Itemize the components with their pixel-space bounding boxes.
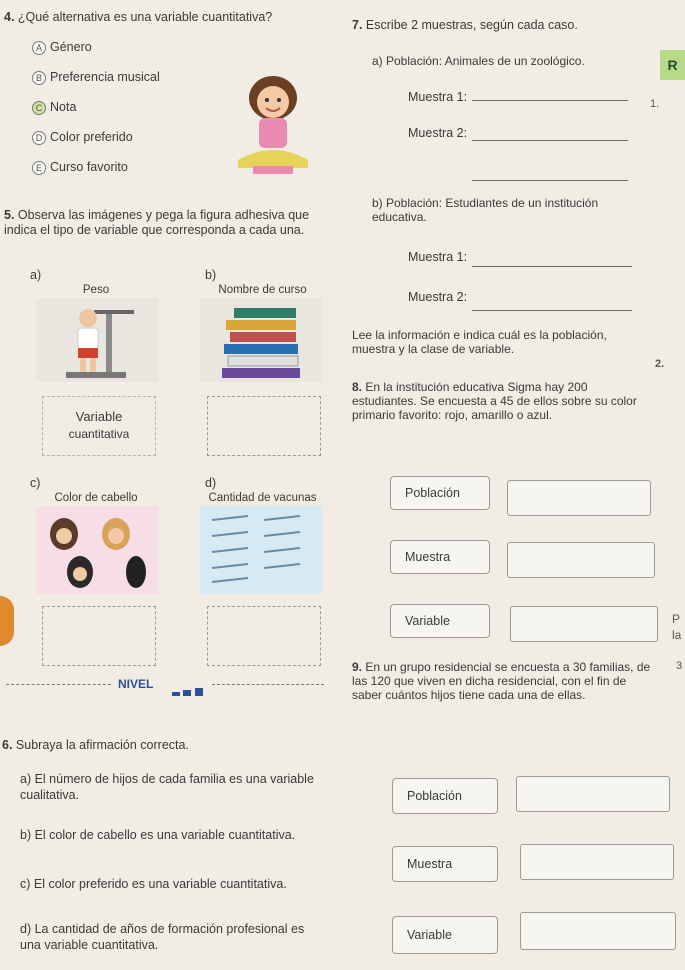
q4-option-b[interactable] xyxy=(32,70,160,85)
r-badge: R xyxy=(660,50,685,80)
q7-b-muestra1-answer-line[interactable] xyxy=(472,266,632,267)
q9-variable-answer-box[interactable] xyxy=(520,912,676,950)
q8-body: En la institución educativa Sigma hay 200 estudiantes. Se encuesta a 45 de ellos sobre su color primario favorito: rojo, amarillo o azul. xyxy=(352,380,637,422)
q7-number: 7. xyxy=(352,18,363,32)
option-letter: E xyxy=(32,161,46,175)
q8-muestra-label: Muestra xyxy=(405,550,451,564)
q8-muestra-label-box xyxy=(390,540,490,574)
option-text: Nota xyxy=(50,100,77,114)
q9-poblacion-label: Población xyxy=(407,789,462,803)
sticker-slot-d[interactable] xyxy=(207,606,321,666)
sticker-slot-b[interactable] xyxy=(207,396,321,456)
q9-variable-label: Variable xyxy=(407,928,452,942)
q8-poblacion-answer-box[interactable] xyxy=(507,480,651,516)
option-text: Color preferido xyxy=(50,130,133,144)
q9-variable-label-box xyxy=(392,916,498,954)
q5-b-caption: Nombre de curso xyxy=(218,284,307,296)
q7-a-label: a) Población: Animales de un zoológico. xyxy=(372,54,585,68)
q5-number: 5. xyxy=(4,208,15,222)
edge-la: la xyxy=(672,628,682,642)
q8-variable-answer-box[interactable] xyxy=(510,606,658,642)
q4-question xyxy=(4,10,334,24)
q5-c-letter: c) xyxy=(30,476,41,490)
edge-two: 2. xyxy=(655,358,665,370)
q9-body: En un grupo residencial se encuesta a 30 familias, de las 120 que viven en dicha residencial, con el fin de saber cuántos hijos tiene cada una de ellas. xyxy=(352,660,651,702)
nivel-bars-icon xyxy=(172,682,203,696)
option-letter: B xyxy=(32,71,46,85)
q9-text xyxy=(352,660,654,702)
q6-item-c[interactable]: c) El color preferido es una variable cuantitativa. xyxy=(20,877,287,891)
option-letter: A xyxy=(32,41,46,55)
q7-b-label: b) Población: Estudiantes de un institución educativa. xyxy=(372,196,599,224)
q9-poblacion-label-box xyxy=(392,778,498,814)
sticker-slot-a[interactable] xyxy=(42,396,156,456)
option-text: Preferencia musical xyxy=(50,70,160,84)
nivel-label: NIVEL xyxy=(118,677,154,691)
q7-text: Escribe 2 muestras, según cada caso. xyxy=(365,18,578,32)
q6-title xyxy=(2,738,189,752)
q4-option-e[interactable] xyxy=(32,160,128,175)
q7-b-muestra1-label: Muestra 1: xyxy=(408,250,468,264)
q9-muestra-label-box xyxy=(392,846,498,882)
q5-d-caption: Cantidad de vacunas xyxy=(208,492,317,504)
books-image xyxy=(200,298,322,382)
q6-text: Subraya la afirmación correcta. xyxy=(15,738,189,752)
weight-scale-image xyxy=(36,298,158,382)
q8-poblacion-label-box xyxy=(390,476,490,510)
sticker-cuantitativa: cuantitativa xyxy=(68,427,130,441)
q7-b-muestra2-label: Muestra 2: xyxy=(408,290,468,304)
q9-number: 9. xyxy=(352,660,363,674)
q7-a-muestra1-answer-line[interactable] xyxy=(472,100,628,101)
q4-option-d[interactable] xyxy=(32,130,133,145)
q7-b-muestra2-answer-line[interactable] xyxy=(472,310,632,311)
edge-one: 1. xyxy=(650,98,660,110)
q5-title xyxy=(4,208,324,238)
q6-item-a[interactable]: a) El número de hijos de cada familia es una variable cualitativa. xyxy=(20,772,314,802)
q9-muestra-answer-box[interactable] xyxy=(520,844,674,880)
nivel-divider xyxy=(0,675,328,695)
q6-number: 6. xyxy=(2,738,13,752)
q4-option-c[interactable] xyxy=(32,100,76,115)
q8-poblacion-label: Población xyxy=(405,486,460,500)
q9-poblacion-answer-box[interactable] xyxy=(516,776,670,812)
option-text: Curso favorito xyxy=(50,160,128,174)
sticker-slot-c[interactable] xyxy=(42,606,156,666)
q5-d-letter: d) xyxy=(205,476,217,490)
q6-item-b[interactable]: b) El color de cabello es una variable cuantitativa. xyxy=(20,828,296,842)
edge-three: 3 xyxy=(676,660,683,672)
q4-option-a[interactable] xyxy=(32,40,92,55)
edge-p: P xyxy=(672,612,681,626)
hair-colors-image xyxy=(36,506,158,594)
vaccines-image xyxy=(200,506,322,594)
instruction-text: Lee la información e indica cuál es la población, muestra y la clase de variable. xyxy=(352,328,607,356)
q7-title xyxy=(352,18,578,32)
option-letter: D xyxy=(32,131,46,145)
q7-a-muestra2-label: Muestra 2: xyxy=(408,126,468,140)
sticker-variable: Variable xyxy=(75,409,123,424)
q4-number: 4. xyxy=(4,10,15,24)
q5-b-letter: b) xyxy=(205,268,217,282)
q5-text: Observa las imágenes y pega la figura adhesiva que indica el tipo de variable que corresponda a cada una. xyxy=(4,208,310,237)
orange-side-tab xyxy=(0,596,14,646)
q8-text xyxy=(352,380,652,422)
option-text: Género xyxy=(50,40,92,54)
q8-variable-label-box xyxy=(390,604,490,638)
girl-illustration xyxy=(218,70,328,180)
q7-a-muestra1-label: Muestra 1: xyxy=(408,90,468,104)
q5-a-letter: a) xyxy=(30,268,42,282)
q9-muestra-label: Muestra xyxy=(407,857,453,871)
q5-c-caption: Color de cabello xyxy=(54,492,138,504)
q7-a-extra-line[interactable] xyxy=(472,180,628,181)
q4-text: ¿Qué alternativa es una variable cuantitativa? xyxy=(17,10,273,24)
q5-a-caption: Peso xyxy=(82,284,110,296)
option-letter: C xyxy=(32,101,46,115)
q8-number: 8. xyxy=(352,380,363,394)
q8-muestra-answer-box[interactable] xyxy=(507,542,655,578)
q7-a-muestra2-answer-line[interactable] xyxy=(472,140,628,141)
q8-variable-label: Variable xyxy=(405,614,450,628)
q6-item-d[interactable]: d) La cantidad de años de formación profesional es una variable cuantitativa. xyxy=(20,922,305,952)
